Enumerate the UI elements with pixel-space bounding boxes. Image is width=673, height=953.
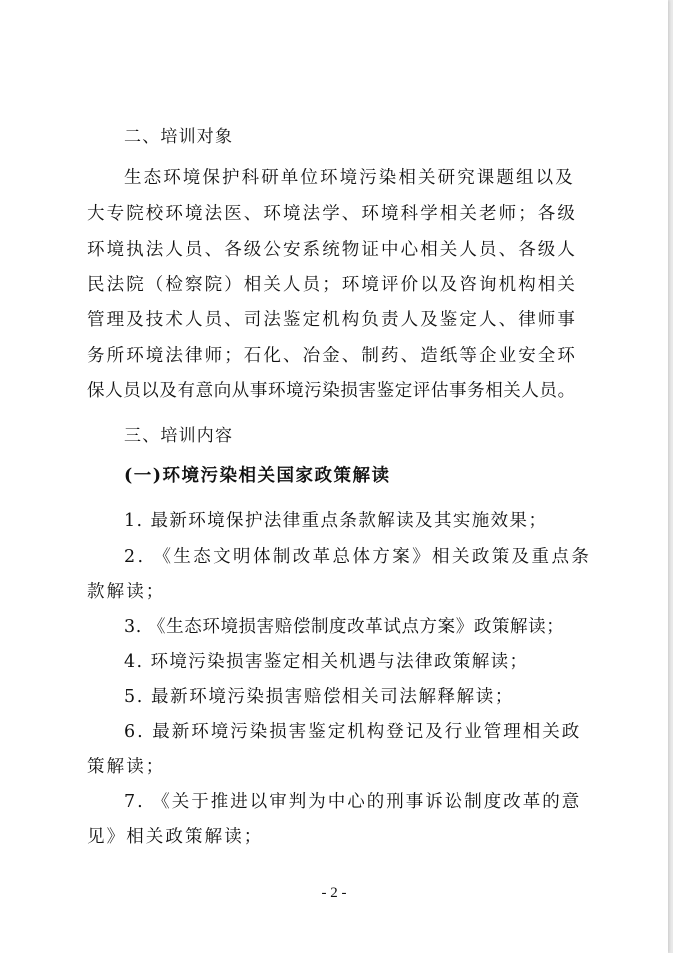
- list-item: 3. 《生态环境损害赔偿制度改革试点方案》政策解读；: [124, 617, 565, 637]
- list-item: 7. 《关于推进以审判为中心的刑事诉讼制度改革的意: [124, 792, 582, 812]
- page-number: - 2 -: [321, 885, 347, 901]
- list-item: 4. 环境污染损害鉴定相关机遇与法律政策解读；: [124, 652, 529, 672]
- list-item-continuation: 见》相关政策解读；: [87, 827, 264, 847]
- list-item: 1. 最新环境保护法律重点条款解读及其实施效果；: [124, 511, 548, 531]
- list-item: 2. 《生态文明体制改革总体方案》相关政策及重点条: [124, 547, 592, 567]
- list-item: 5. 最新环境污染损害赔偿相关司法解释解读；: [124, 687, 514, 707]
- paragraph-line: 务所环境法律师；石化、冶金、制药、造纸等企业安全环: [87, 346, 577, 366]
- paragraph-line: 生态环境保护科研单位环境污染相关研究课题组以及: [124, 168, 575, 188]
- list-item-continuation: 款解读；: [87, 582, 166, 602]
- paragraph-line: 管理及技术人员、司法鉴定机构负责人及鉴定人、律师事: [87, 310, 577, 330]
- section-heading-training-content: 三、培训内容: [124, 426, 234, 446]
- list-item: 6. 最新环境污染损害鉴定机构登记及行业管理相关政: [124, 722, 582, 742]
- paragraph-line: 大专院校环境法医、环境法学、环境科学相关老师；各级: [87, 204, 577, 224]
- subsection-heading-policy: (一)环境污染相关国家政策解读: [124, 466, 391, 486]
- paragraph-line: 民法院（检察院）相关人员；环境评价以及咨询机构相关: [87, 275, 577, 295]
- section-heading-training-targets: 二、培训对象: [124, 127, 234, 147]
- paragraph-line: 保人员以及有意向从事环境污染损害鉴定评估事务相关人员。: [87, 381, 576, 401]
- list-item-continuation: 策解读；: [87, 757, 166, 777]
- paragraph-line: 环境执法人员、各级公安系统物证中心相关人员、各级人: [87, 240, 577, 260]
